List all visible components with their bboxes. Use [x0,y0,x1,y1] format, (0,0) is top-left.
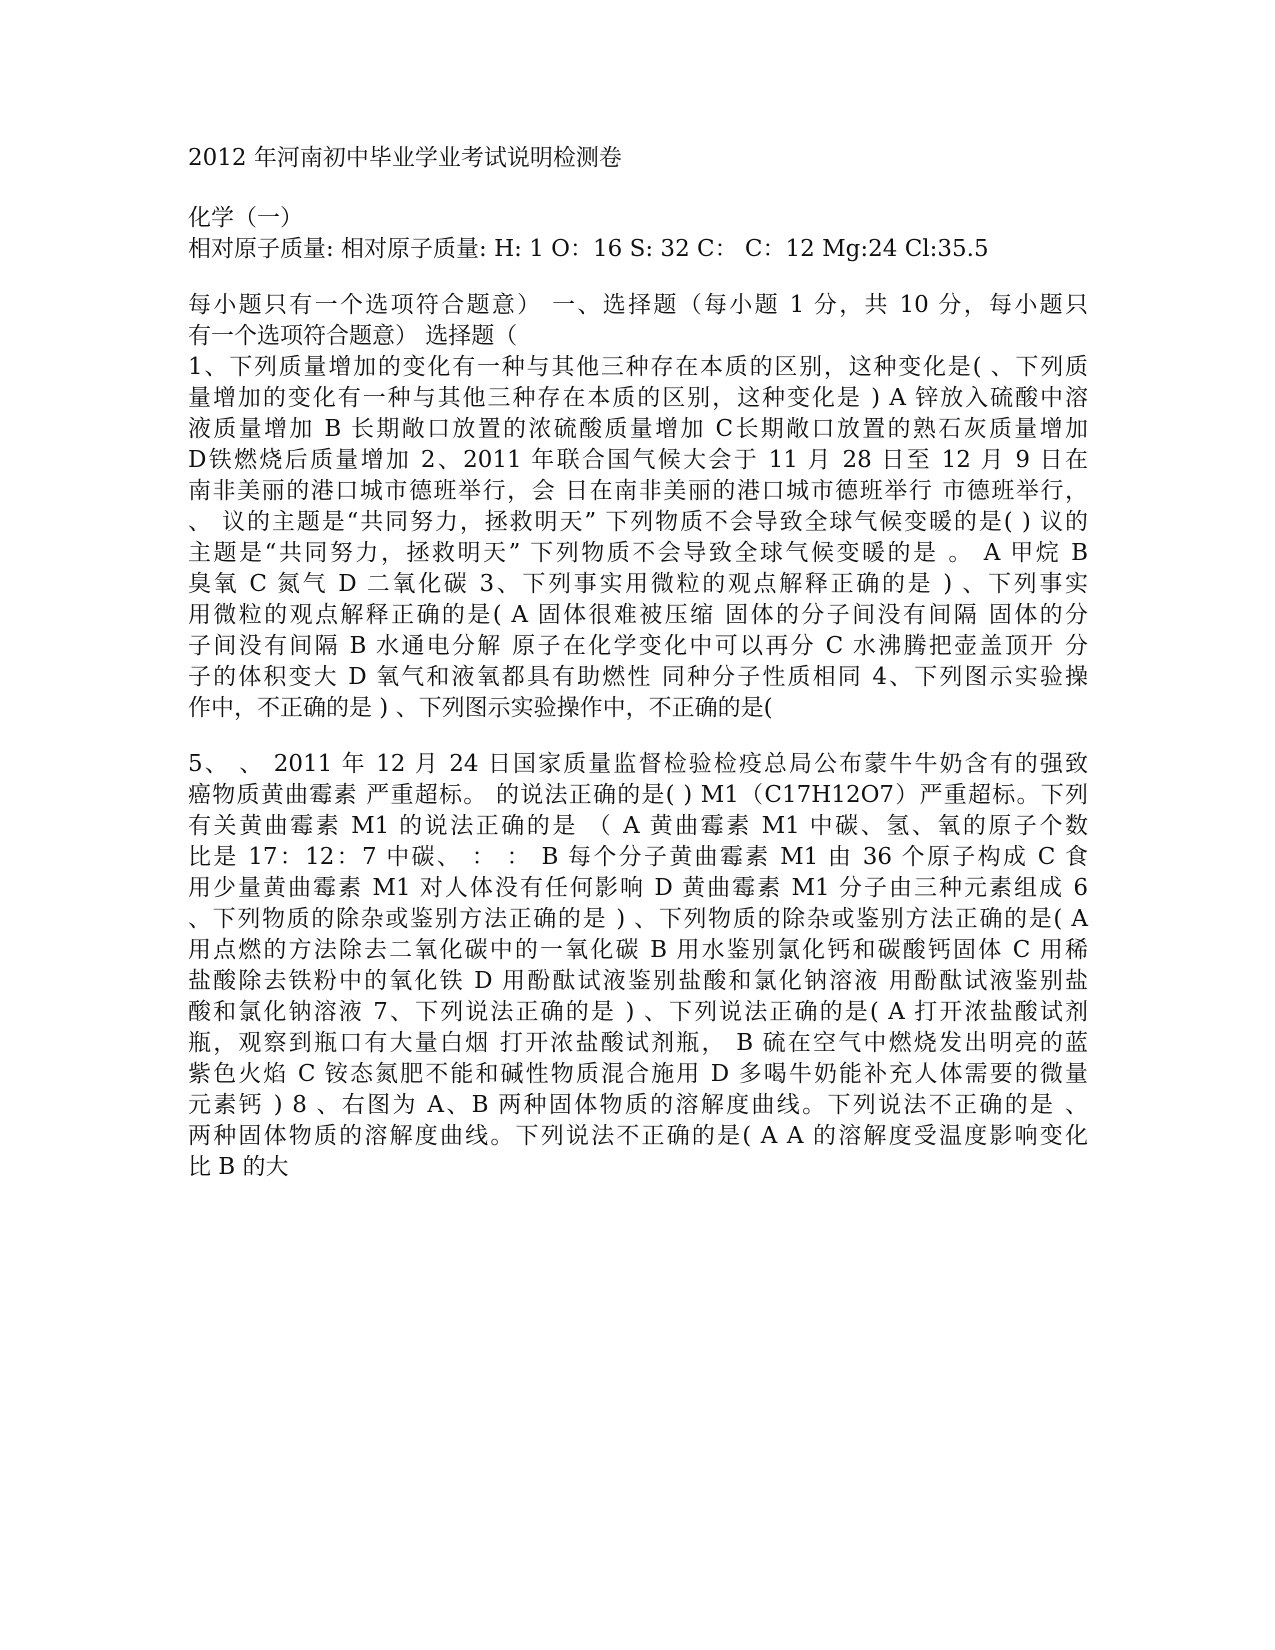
text-line: 子间没有间隔 B 水通电分解 原子在化学变化中可以再分 C 水沸腾把壶盖顶开 分 [188,633,1088,659]
text-line: 比是 17：12：7 中碳、 ： ： B 每个分子黄曲霉素 M1 由 36 个原子构成 C 食 [188,844,1088,870]
text-line: 癌物质黄曲霉素 严重超标。 的说法正确的是( ) M1（C17H12O7）严重超标。下列 [188,782,1088,808]
document-title [188,143,1088,174]
questions-block-2 [188,749,1088,1183]
text-line: 液质量增加 B 长期敞口放置的浓硫酸质量增加 C长期敞口放置的熟石灰质量增加 [188,416,1088,442]
text-line: 比 B 的大 [188,1154,289,1180]
text-line: 主题是“共同努力，拯救明天” 下列物质不会导致全球气候变暖的是 。 A 甲烷 B [188,540,1088,566]
atomic-masses-line: 相对原子质量: 相对原子质量: H: 1 O：16 S: 32 C： C：12 Mg:24 Cl:35.5 [188,236,989,262]
text-line: 、 议的主题是“共同努力，拯救明天” 下列物质不会导致全球气候变暖的是( ) 议的 [188,509,1088,535]
text-line: 瓶，观察到瓶口有大量白烟 打开浓盐酸试剂瓶， B 硫在空气中燃烧发出明亮的蓝 [188,1030,1088,1056]
text-line: 量增加的变化有一种与其他三种存在本质的区别，这种变化是 ) A 锌放入硫酸中溶 [188,385,1088,411]
text-line: 紫色火焰 C 铵态氮肥不能和碱性物质混合施用 D 多喝牛奶能补充人体需要的微量 [188,1061,1088,1087]
text-line: 用微粒的观点解释正确的是( A 固体很难被压缩 固体的分子间没有间隔 固体的分 [188,602,1088,628]
text-line: 用点燃的方法除去二氧化碳中的一氧化碳 B 用水鉴别氯化钙和碳酸钙固体 C 用稀 [188,937,1088,963]
text-line: 南非美丽的港口城市德班举行，会 日在南非美丽的港口城市德班举行 市德班举行， [188,478,1088,504]
text-line: 1、下列质量增加的变化有一种与其他三种存在本质的区别，这种变化是( 、下列质 [188,354,1088,380]
text-line: 、下列物质的除杂或鉴别方法正确的是 ) 、下列物质的除杂或鉴别方法正确的是( A [188,906,1088,932]
text-line: 每小题只有一个选项符合题意） 一、选择题（每小题 1 分，共 10 分，每小题只 [188,292,1088,318]
text-line: 子的体积变大 D 氧气和液氧都具有助燃性 同种分子性质相同 4、下列图示实验操 [188,664,1088,690]
text-line: 盐酸除去铁粉中的氧化铁 D 用酚酞试液鉴别盐酸和氯化钠溶液 用酚酞试液鉴别盐 [188,968,1088,994]
text-line: 有一个选项符合题意） 选择题（ [188,323,518,349]
text-line: 酸和氯化钠溶液 7、下列说法正确的是 ) 、下列说法正确的是( A 打开浓盐酸试剂 [188,999,1088,1025]
questions-block-1 [188,290,1088,724]
text-line: 5、 、 2011 年 12 月 24 日国家质量监督检验检疫总局公布蒙牛牛奶含有的强致 [188,751,1088,777]
text-line: 两种固体物质的溶解度曲线。下列说法不正确的是( A A 的溶解度受温度影响变化 [188,1123,1088,1149]
document-subject-block [188,203,1088,265]
text-line: 作中，不正确的是 ) 、下列图示实验操作中，不正确的是( [188,695,773,721]
text-line: 有关黄曲霉素 M1 的说法正确的是 （ A 黄曲霉素 M1 中碳、氢、氧的原子个数 [188,813,1088,839]
text-line: D铁燃烧后质量增加 2、2011 年联合国气候大会于 11 月 28 日至 12 月 9 日在 [188,447,1088,473]
text-line: 用少量黄曲霉素 M1 对人体没有任何影响 D 黄曲霉素 M1 分子由三种元素组成 6 [188,875,1088,901]
title-line: 2012 年河南初中毕业学业考试说明检测卷 [188,145,622,171]
text-line: 臭氧 C 氮气 D 二氧化碳 3、下列事实用微粒的观点解释正确的是 ) 、下列事实 [188,571,1088,597]
text-line: 元素钙 ) 8 、右图为 A、B 两种固体物质的溶解度曲线。下列说法不正确的是 、 [188,1092,1088,1118]
subject-line: 化学（一） [188,205,303,231]
